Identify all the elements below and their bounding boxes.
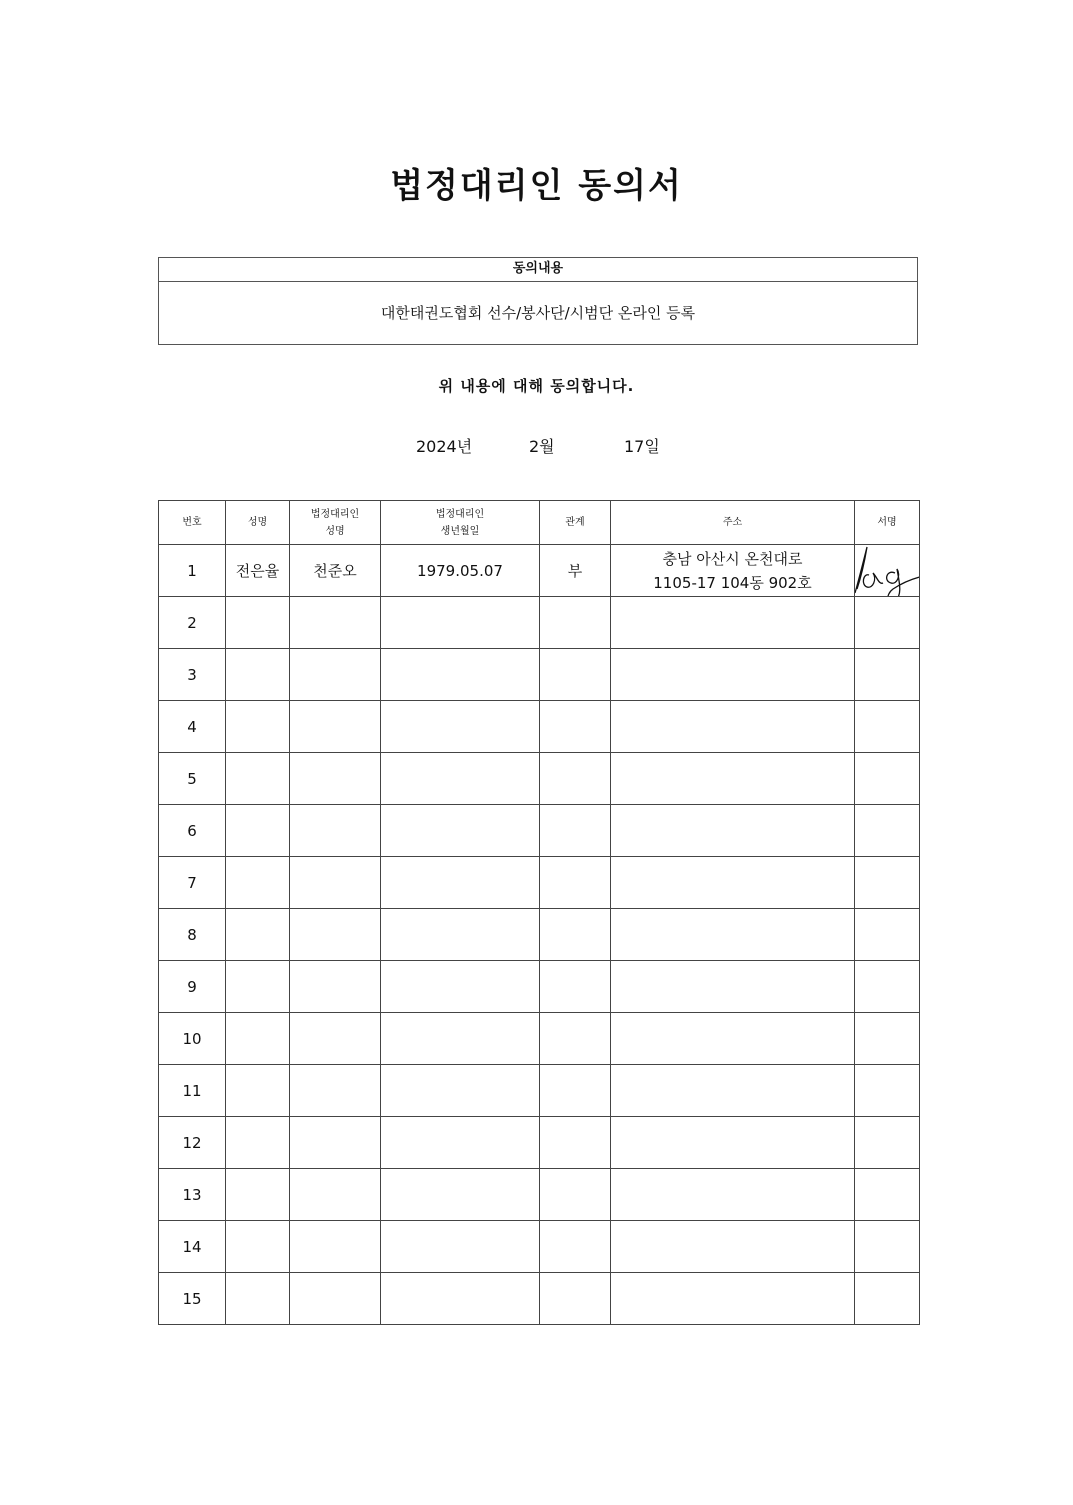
guardian-name-cell xyxy=(290,753,381,805)
table-row xyxy=(159,1169,920,1221)
row-number-cell: 6 xyxy=(159,805,226,857)
address-line-2: 1105-17 104동 902호 xyxy=(653,573,812,592)
guardian-name-cell xyxy=(290,1169,381,1221)
name-cell xyxy=(226,1221,290,1273)
guardian-birth-cell xyxy=(381,805,540,857)
guardian-birth-cell xyxy=(381,753,540,805)
guardian-birth-cell xyxy=(381,649,540,701)
row-number-cell: 14 xyxy=(159,1221,226,1273)
guardian-birth-cell xyxy=(381,857,540,909)
signature-cell xyxy=(855,753,920,805)
address-cell xyxy=(611,1065,855,1117)
address-cell xyxy=(611,649,855,701)
guardian-name-cell xyxy=(290,649,381,701)
date-year: 2024년 xyxy=(416,437,473,456)
row-number-cell: 4 xyxy=(159,701,226,753)
guardian-name-cell xyxy=(290,1065,381,1117)
date-day: 17일 xyxy=(624,437,660,456)
guardian-name-cell xyxy=(290,597,381,649)
row-number-cell: 15 xyxy=(159,1273,226,1325)
relation-cell: 부 xyxy=(540,545,611,597)
header-guardian-name-line2: 성명 xyxy=(325,525,345,537)
guardian-name-cell: 천준오 xyxy=(290,545,381,597)
guardian-birth-cell xyxy=(381,1065,540,1117)
address-cell xyxy=(611,857,855,909)
row-number-cell: 8 xyxy=(159,909,226,961)
name-cell xyxy=(226,857,290,909)
guardian-name-cell xyxy=(290,701,381,753)
name-cell xyxy=(226,597,290,649)
relation-cell xyxy=(540,1013,611,1065)
row-number-cell: 12 xyxy=(159,1117,226,1169)
header-guardian-birth-line1: 법정대리인 xyxy=(435,508,485,520)
address-cell xyxy=(611,1273,855,1325)
guardian-birth-cell xyxy=(381,597,540,649)
row-number-cell: 2 xyxy=(159,597,226,649)
table-header-row xyxy=(159,501,920,545)
table-row xyxy=(159,753,920,805)
table-row xyxy=(159,649,920,701)
row-number-cell: 1 xyxy=(159,545,226,597)
header-guardian-birth-line2: 생년월일 xyxy=(440,525,480,537)
guardian-name-cell xyxy=(290,961,381,1013)
table-row xyxy=(159,1273,920,1325)
guardian-birth-cell xyxy=(381,909,540,961)
address-cell xyxy=(611,805,855,857)
address-cell xyxy=(611,961,855,1013)
table-row xyxy=(159,909,920,961)
header-signature: 서명 xyxy=(855,501,920,545)
table-row xyxy=(159,857,920,909)
signature-cell xyxy=(855,857,920,909)
relation-cell xyxy=(540,701,611,753)
guardian-birth-cell xyxy=(381,961,540,1013)
signature-cell xyxy=(855,1273,920,1325)
guardian-birth-cell xyxy=(381,1117,540,1169)
signature-cell xyxy=(855,1169,920,1221)
table-row xyxy=(159,961,920,1013)
name-cell xyxy=(226,961,290,1013)
name-cell xyxy=(226,909,290,961)
address-cell xyxy=(611,701,855,753)
table-row xyxy=(159,1117,920,1169)
relation-cell xyxy=(540,909,611,961)
table-row xyxy=(159,701,920,753)
row-number-cell: 7 xyxy=(159,857,226,909)
guardian-name-cell xyxy=(290,909,381,961)
guardian-birth-cell xyxy=(381,1273,540,1325)
signature-cell xyxy=(855,649,920,701)
relation-cell xyxy=(540,1065,611,1117)
name-cell xyxy=(226,1273,290,1325)
relation-cell xyxy=(540,1273,611,1325)
name-cell xyxy=(226,701,290,753)
header-guardian-birth xyxy=(381,501,540,545)
guardian-birth-cell xyxy=(381,1169,540,1221)
signature-cell xyxy=(855,1221,920,1273)
address-cell xyxy=(611,1221,855,1273)
guardian-name-cell xyxy=(290,857,381,909)
signature-cell xyxy=(855,961,920,1013)
row-number-cell: 9 xyxy=(159,961,226,1013)
guardian-table xyxy=(158,500,920,1325)
consent-content: 대한태권도협회 선수/봉사단/시범단 온라인 등록 xyxy=(380,304,696,322)
consent-header: 동의내용 xyxy=(159,258,917,282)
address-cell xyxy=(611,1117,855,1169)
relation-cell xyxy=(540,961,611,1013)
signature-cell xyxy=(855,805,920,857)
table-row xyxy=(159,805,920,857)
signature-cell xyxy=(855,545,920,597)
row-number-cell: 11 xyxy=(159,1065,226,1117)
header-guardian-name xyxy=(290,501,381,545)
address-cell xyxy=(611,909,855,961)
guardian-birth-cell xyxy=(381,1013,540,1065)
relation-cell xyxy=(540,857,611,909)
signature-cell xyxy=(855,909,920,961)
guardian-birth-cell: 1979.05.07 xyxy=(381,545,540,597)
row-number-cell: 10 xyxy=(159,1013,226,1065)
signature-cell xyxy=(855,597,920,649)
name-cell xyxy=(226,1013,290,1065)
table-row xyxy=(159,545,920,597)
relation-cell xyxy=(540,597,611,649)
relation-cell xyxy=(540,805,611,857)
address-cell xyxy=(611,753,855,805)
address-cell xyxy=(611,1013,855,1065)
guardian-birth-cell xyxy=(381,701,540,753)
header-no: 번호 xyxy=(159,501,226,545)
guardian-name-cell xyxy=(290,1013,381,1065)
header-relation: 관계 xyxy=(540,501,611,545)
address-line-1: 충남 아산시 온천대로 xyxy=(662,549,803,568)
name-cell xyxy=(226,649,290,701)
address-cell xyxy=(611,545,855,597)
guardian-name-cell xyxy=(290,1117,381,1169)
relation-cell xyxy=(540,1117,611,1169)
table-row xyxy=(159,1221,920,1273)
address-cell xyxy=(611,597,855,649)
address-cell xyxy=(611,1169,855,1221)
guardian-name-cell xyxy=(290,1221,381,1273)
relation-cell xyxy=(540,1221,611,1273)
header-address: 주소 xyxy=(611,501,855,545)
relation-cell xyxy=(540,649,611,701)
date-month: 2월 xyxy=(529,437,555,456)
row-number-cell: 3 xyxy=(159,649,226,701)
table-row xyxy=(159,1013,920,1065)
row-number-cell: 13 xyxy=(159,1169,226,1221)
row-number-cell: 5 xyxy=(159,753,226,805)
document-title: 법정대리인 동의서 xyxy=(390,166,683,206)
name-cell xyxy=(226,805,290,857)
signature-cell xyxy=(855,1117,920,1169)
name-cell: 전은율 xyxy=(226,545,290,597)
relation-cell xyxy=(540,753,611,805)
name-cell xyxy=(226,1169,290,1221)
guardian-name-cell xyxy=(290,1273,381,1325)
guardian-birth-cell xyxy=(381,1221,540,1273)
name-cell xyxy=(226,1065,290,1117)
name-cell xyxy=(226,1117,290,1169)
name-cell xyxy=(226,753,290,805)
guardian-name-cell xyxy=(290,805,381,857)
header-name: 성명 xyxy=(226,501,290,545)
agreement-text: 위 내용에 대해 동의합니다. xyxy=(438,377,635,395)
signature-cell xyxy=(855,701,920,753)
signature-cell xyxy=(855,1013,920,1065)
table-row xyxy=(159,597,920,649)
signature-cell xyxy=(855,1065,920,1117)
relation-cell xyxy=(540,1169,611,1221)
table-row xyxy=(159,1065,920,1117)
handwritten-signature xyxy=(855,545,920,597)
header-guardian-name-line1: 법정대리인 xyxy=(310,508,360,520)
consent-box xyxy=(158,257,918,345)
